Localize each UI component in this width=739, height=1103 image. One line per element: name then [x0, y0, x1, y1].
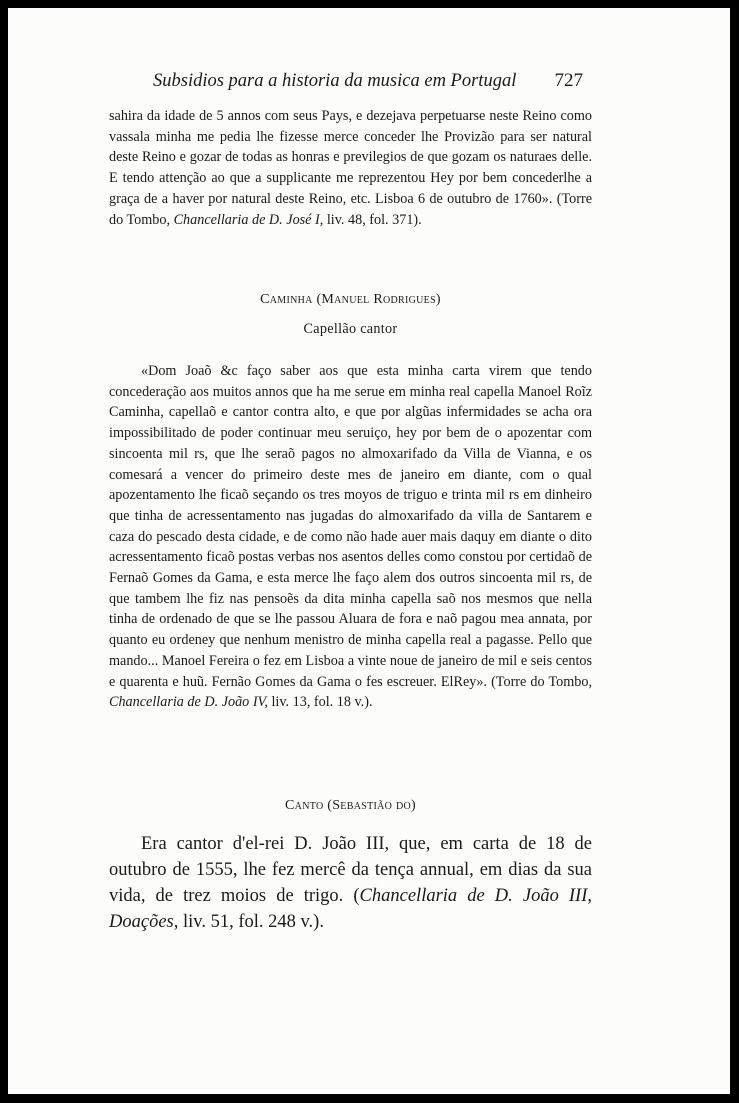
- source-reference: liv. 48, fol. 371).: [326, 211, 422, 228]
- entry-heading-caminha: Caminha (Manuel Rodrigues): [260, 292, 441, 307]
- running-header: [153, 70, 583, 92]
- source-title: Chancellaria de D. José I,: [173, 211, 324, 228]
- running-title: Subsidios para a historia da musica em Portugal: [153, 71, 517, 91]
- paragraph-text: Era cantor d'el-rei D. João III, que, em carta de 18 de outubro de 1555, lhe fez mercê da tença annual, em dias da sua vida, de trez moios de trigo. (: [109, 834, 592, 906]
- continued-paragraph: [109, 106, 592, 230]
- entry-heading-canto: Canto (Sebastião do): [285, 798, 416, 813]
- canto-paragraph: [109, 831, 592, 935]
- source-title: Chancellaria de D. João III, Doações,: [109, 886, 592, 932]
- quote-text: «Dom Joaõ &c faço saber aos que esta minha carta virem que tendo concederação aos muitos annos que ha me serue em minha real capella Manoel Roĩz Caminha, capellaõ e cantor contra alto, e que por algũas infermidades se acha ora impossibilitado de poder continuar meu seruiço, hey por bem de o apozentar com sincoenta mil rs, que lhe seraõ pagos no almoxarifado da Villa de Vianna, e os comesará a vencer do primeiro deste mes de janeiro em diante, com o qual apozentamento lhe ficaõ seçando os tres moyos de triguo e trinta mil rs em dinheiro que tinha de acressentamento nas jugadas do almoxarifado da villa de Santarem e caza do pescado desta cidade, e de como não hade auer mais daquy em diante o dito acressentamento ficaõ postas verbas nos asentos delles como constou por certidaõ de Fernaõ Gomes da Gama, e esta merce lhe faço alem dos outros sincoenta mil rs, de que tambem lhe fiz nas pensoẽs da dita minha capella saõ nos mesmos que nella tinha de ordenado de que se lhe passou Aluara de fora e naõ pagou mea annata, por quanto eu ordeney que nenhum menistro de minha capella real a pagasse. Pello que mando... Manoel Fereira o fez em Lisboa a vinte noue de janeiro de mil e seis centos e quarenta e huũ. Fernão Gomes da Gama o fes escreuer. ElRey». (Torre do Tombo,: [109, 363, 592, 690]
- entry-subheading-caminha: Capellão cantor: [303, 321, 398, 337]
- book-page: [8, 8, 730, 1094]
- source-reference: liv. 51, fol. 248 v.).: [182, 912, 324, 932]
- caminha-document-quote: [109, 361, 592, 713]
- paragraph-text: sahira da idade de 5 annos com seus Pays, e dezejava perpetuarse neste Reino como vassala minha me pedia lhe fizesse merce conceder lhe Provizão para ser natural deste Reino e gozar de todas as honras e previlegios de que gozam os naturaes delle. E tendo attenção ao que a supplicante me reprezentou Hey por bem concederlhe a graça de a haver por natural deste Reino, etc. Lisboa 6 de outubro de 1760». (Torre do Tombo,: [109, 108, 592, 228]
- page-number: 727: [554, 70, 583, 91]
- source-reference: liv. 13, fol. 18 v.).: [271, 694, 373, 711]
- source-title: Chancellaria de D. João IV,: [109, 694, 268, 711]
